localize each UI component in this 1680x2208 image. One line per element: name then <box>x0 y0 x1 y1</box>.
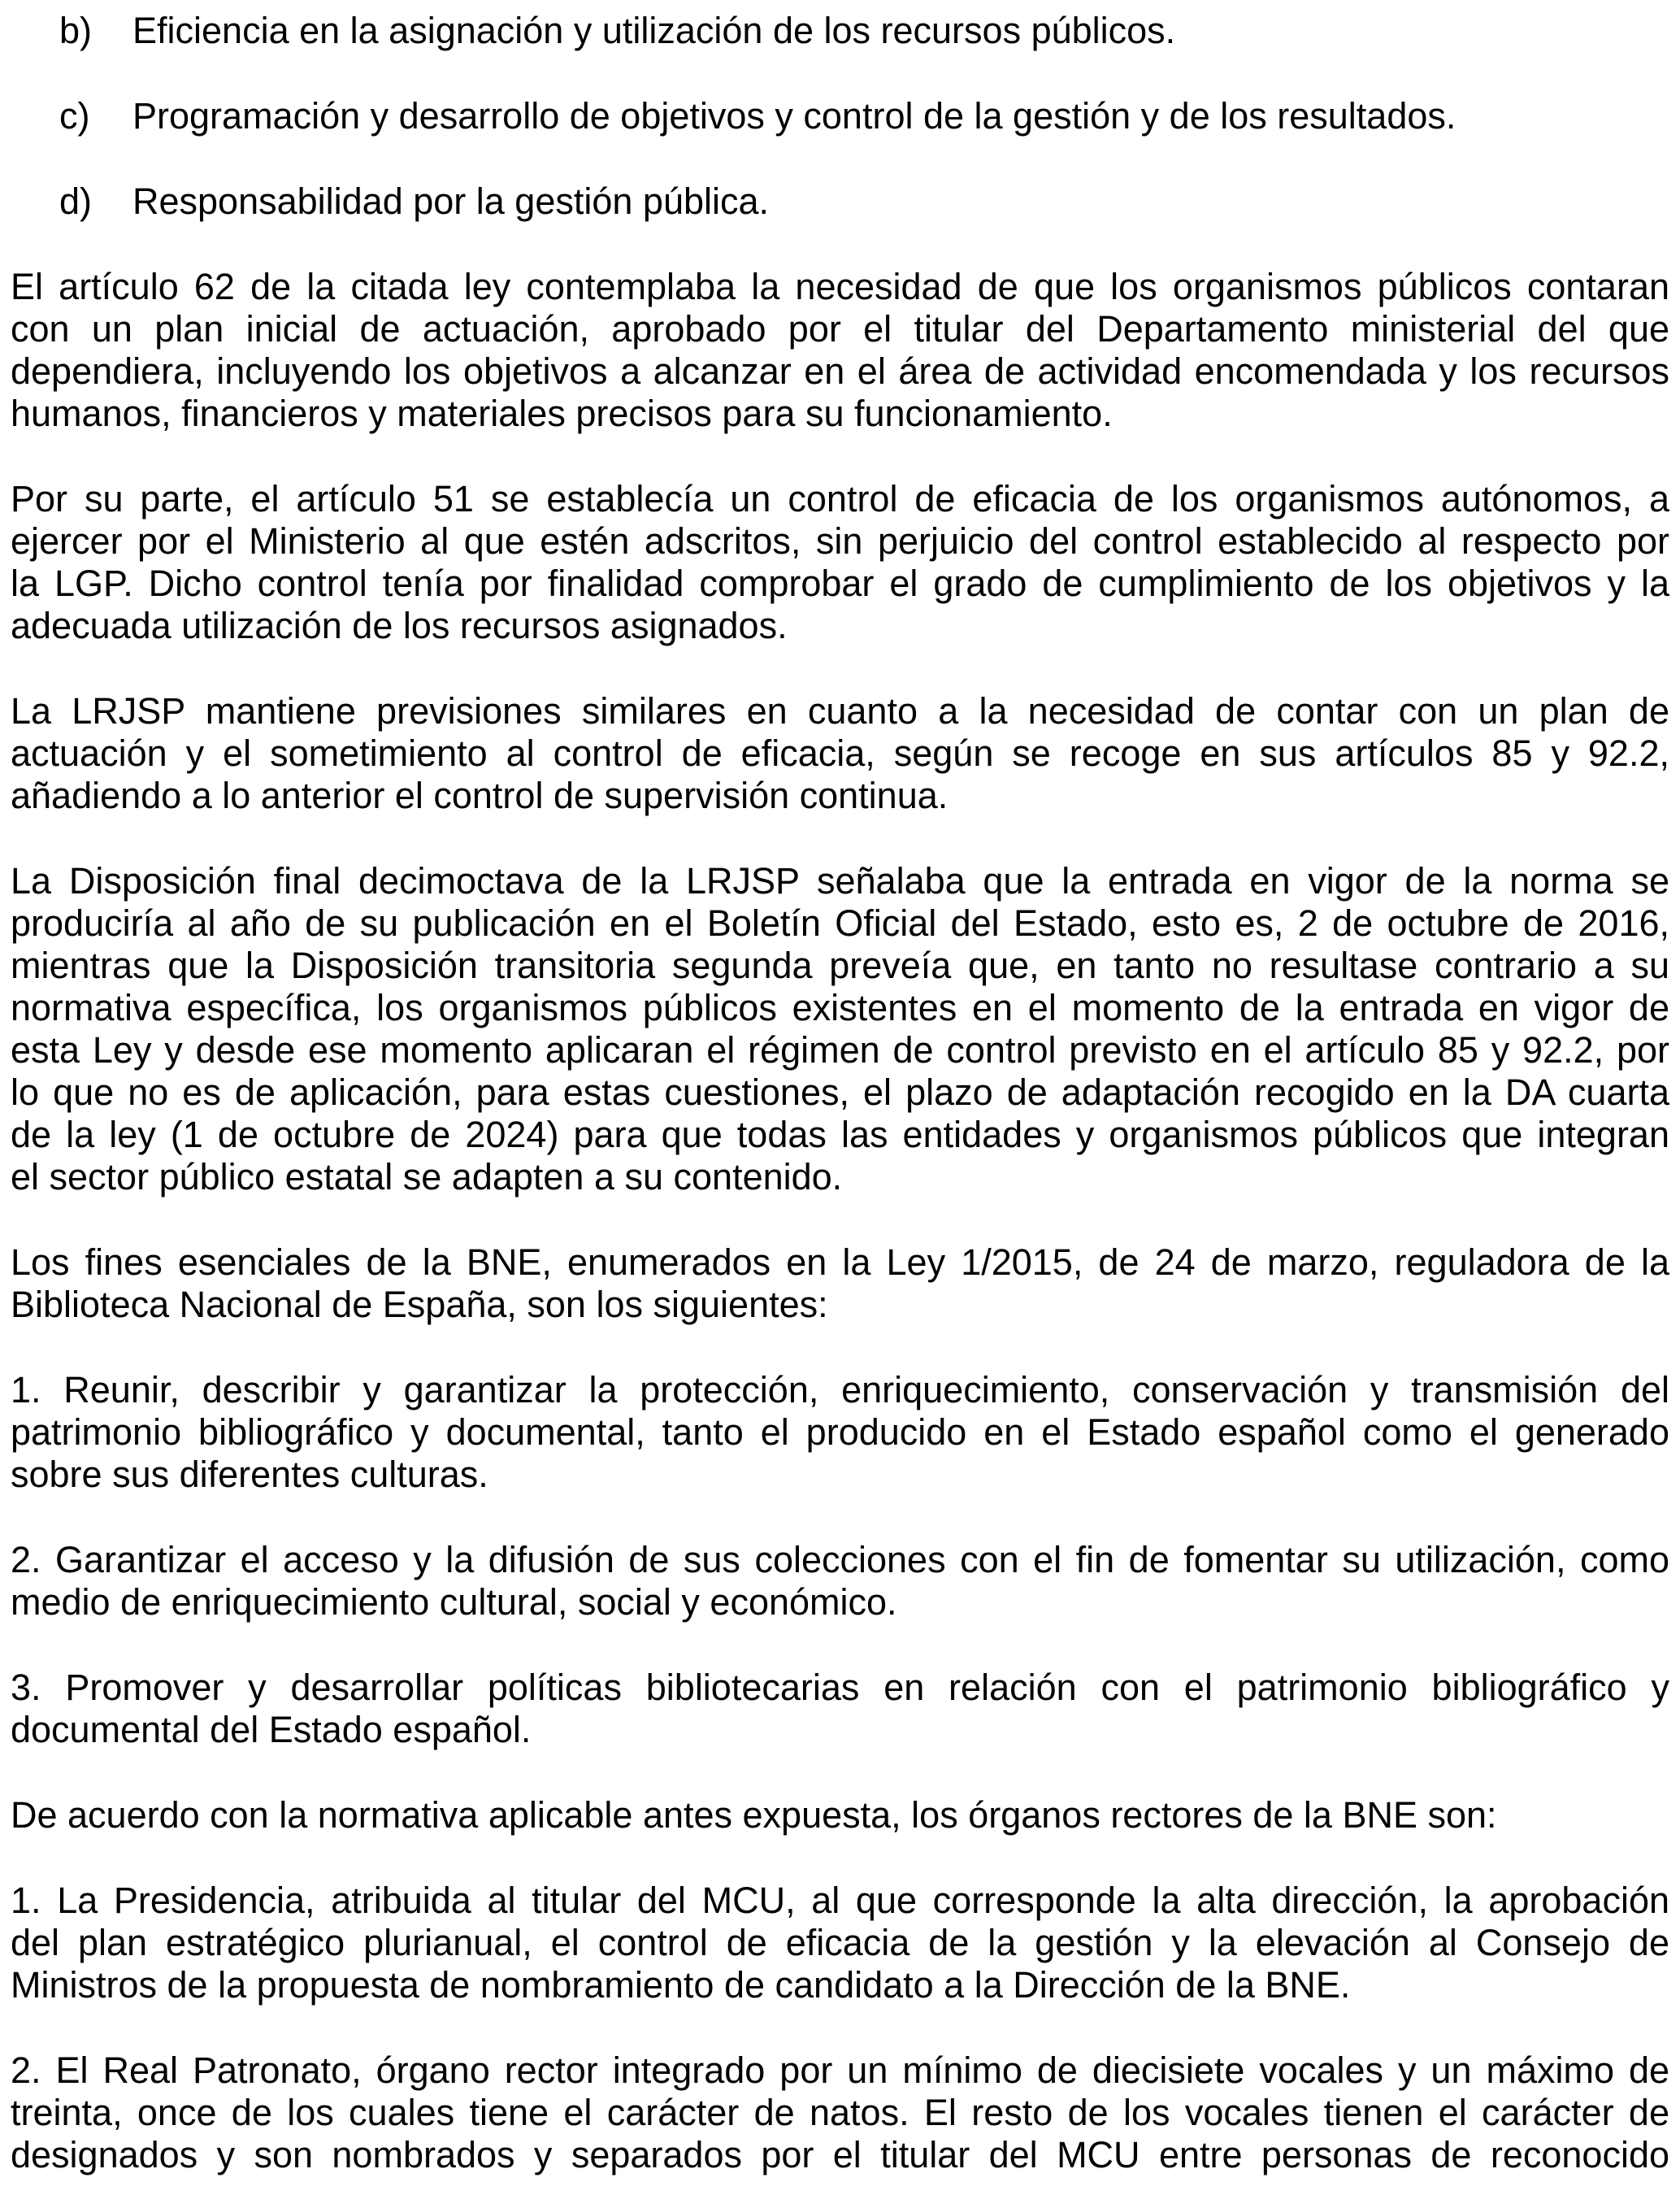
text-line: La LRJSP mantiene previsiones similares en cuanto a la necesidad de contar con un plan de <box>11 690 1669 732</box>
text-line: ejercer por el Ministerio al que estén adscritos, sin perjuicio del control establecido al respecto por <box>11 520 1669 562</box>
text-line: adecuada utilización de los recursos asignados. <box>11 605 788 646</box>
text-line: La Disposición final decimoctava de la LRJSP señalaba que la entrada en vigor de la norma se <box>11 860 1669 902</box>
text-line: 2. Garantizar el acceso y la difusión de sus colecciones con el fin de fomentar su utilización, como <box>11 1539 1669 1580</box>
text-line: documental del Estado español. <box>11 1709 532 1750</box>
list-item-d <box>11 180 1669 223</box>
paragraph-lrjsp-previsiones <box>11 690 1669 817</box>
text-line: esta Ley y desde ese momento aplicaran el régimen de control previsto en el artículo 85 y 92.2, por <box>11 1029 1669 1071</box>
paragraph-organos-rectores-intro <box>11 1794 1669 1836</box>
text-line: del plan estratégico plurianual, el control de eficacia de la gestión y la elevación al Consejo de <box>11 1922 1669 1963</box>
paragraph-articulo-62 <box>11 266 1669 435</box>
list-item-c <box>11 95 1669 137</box>
text-line: 3. Promover y desarrollar políticas bibliotecarias en relación con el patrimonio bibliográfico y <box>11 1667 1669 1708</box>
text-line: Ministros de la propuesta de nombramiento de candidato a la Dirección de la BNE. <box>11 1964 1351 2006</box>
text-line: lo que no es de aplicación, para estas cuestiones, el plazo de adaptación recogido en la DA cuarta <box>11 1071 1669 1113</box>
text-line: dependiera, incluyendo los objetivos a alcanzar en el área de actividad encomendada y los recursos <box>11 350 1669 392</box>
text-line: 1. Reunir, describir y garantizar la protección, enriquecimiento, conservación y transmisión del <box>11 1369 1669 1410</box>
text-line: el sector público estatal se adapten a su contenido. <box>11 1156 843 1197</box>
text-line: treinta, once de los cuales tiene el carácter de natos. El resto de los vocales tienen el carácter de <box>11 2092 1669 2133</box>
text-line: 2. El Real Patronato, órgano rector integrado por un mínimo de diecisiete vocales y un máximo de <box>11 2049 1669 2091</box>
text-line: produciría al año de su publicación en el Boletín Oficial del Estado, esto es, 2 de octubre de 2016, <box>11 902 1669 944</box>
text-line: patrimonio bibliográfico y documental, tanto el producido en el Estado español como el generado <box>11 1411 1669 1453</box>
text-line: El artículo 62 de la citada ley contemplaba la necesidad de que los organismos públicos contaran <box>11 266 1669 307</box>
organo-item-2-real-patronato <box>11 2049 1669 2176</box>
text-line: la LGP. Dicho control tenía por finalidad comprobar el grado de cumplimiento de los objetivos y la <box>11 563 1669 604</box>
text-line: Los fines esenciales de la BNE, enumerados en la Ley 1/2015, de 24 de marzo, reguladora de la <box>11 1241 1669 1283</box>
text-line: De acuerdo con la normativa aplicable antes expuesta, los órganos rectores de la BNE son: <box>11 1794 1497 1836</box>
text-line: medio de enriquecimiento cultural, social y económico. <box>11 1581 897 1623</box>
text-line: Por su parte, el artículo 51 se establecía un control de eficacia de los organismos autónomos, a <box>11 478 1669 519</box>
list-item-label: b) <box>59 10 93 51</box>
text-line: Programación y desarrollo de objetivos y control de la gestión y de los resultados. <box>132 95 1456 137</box>
paragraph-disposicion-final <box>11 860 1669 1198</box>
organo-item-1-presidencia <box>11 1880 1669 2006</box>
list-item-label: c) <box>59 95 90 137</box>
text-line: designados y son nombrados y separados por el titular del MCU entre personas de reconocido <box>11 2134 1669 2175</box>
text-line: Biblioteca Nacional de España, son los siguientes: <box>11 1284 828 1325</box>
text-line: actuación y el sometimiento al control de eficacia, según se recoge en sus artículos 85 y 92.2, <box>11 732 1669 774</box>
text-line: normativa específica, los organismos públicos existentes en el momento de la entrada en vigor de <box>11 987 1669 1028</box>
text-line: Eficiencia en la asignación y utilización de los recursos públicos. <box>132 10 1176 51</box>
fine-item-2 <box>11 1539 1669 1623</box>
text-line: sobre sus diferentes culturas. <box>11 1454 488 1495</box>
list-item-label: d) <box>59 180 93 222</box>
document-body <box>11 10 1669 2176</box>
paragraph-articulo-51 <box>11 478 1669 647</box>
paragraph-fines-bne-intro <box>11 1241 1669 1326</box>
fine-item-3 <box>11 1667 1669 1751</box>
text-line: 1. La Presidencia, atribuida al titular del MCU, al que corresponde la alta dirección, la aprobación <box>11 1880 1669 1921</box>
text-line: humanos, financieros y materiales precisos para su funcionamiento. <box>11 393 1113 434</box>
list-item-b <box>11 10 1669 52</box>
text-line: añadiendo a lo anterior el control de supervisión continua. <box>11 775 949 816</box>
text-line: con un plan inicial de actuación, aprobado por el titular del Departamento ministerial del que <box>11 308 1669 350</box>
text-line: de la ley (1 de octubre de 2024) para que todas las entidades y organismos públicos que integran <box>11 1114 1669 1155</box>
text-line: mientras que la Disposición transitoria segunda preveía que, en tanto no resultase contrario a su <box>11 945 1669 986</box>
fine-item-1 <box>11 1369 1669 1496</box>
text-line: Responsabilidad por la gestión pública. <box>132 180 770 222</box>
